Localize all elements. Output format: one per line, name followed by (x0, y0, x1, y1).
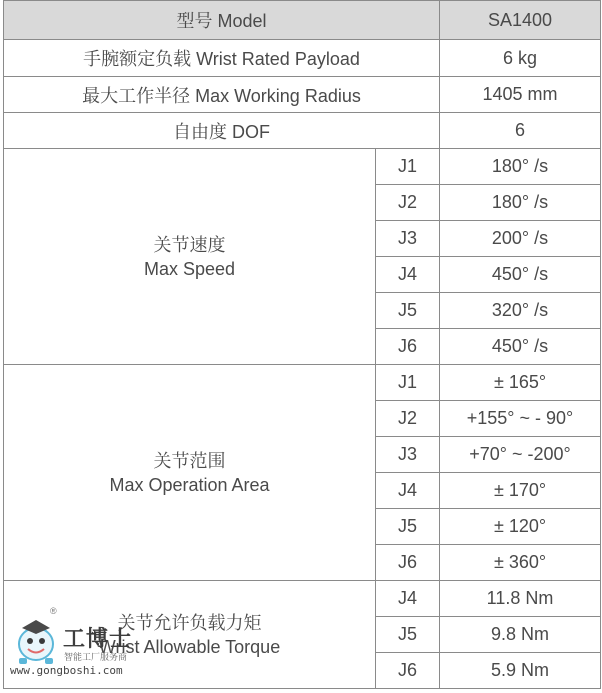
joint-value: 180° /s (440, 185, 601, 221)
table-row (4, 365, 601, 401)
speed-label-en: Max Speed (143, 258, 236, 279)
joint-name: J4 (376, 473, 440, 509)
joint-name: J5 (376, 617, 440, 653)
joint-value: 11.8 Nm (440, 581, 601, 617)
range-group-label (4, 365, 376, 581)
torque-label-cn: 关节允许负载力矩 (117, 612, 262, 633)
joint-value: ± 170° (440, 473, 601, 509)
joint-value: ± 165° (440, 365, 601, 401)
speed-label-cn: 关节速度 (153, 234, 226, 255)
joint-value: ± 120° (440, 509, 601, 545)
joint-value: +155° ~ - 90° (440, 401, 601, 437)
joint-name: J1 (376, 365, 440, 401)
joint-value: 180° /s (440, 149, 601, 185)
payload-label: 手腕额定负载 Wrist Rated Payload (4, 40, 440, 77)
joint-name: J6 (376, 545, 440, 581)
joint-name: J4 (376, 257, 440, 293)
table-header-row (4, 1, 601, 40)
spec-table (3, 0, 601, 689)
working-radius-value: 1405 mm (440, 77, 601, 113)
dof-value: 6 (440, 113, 601, 149)
watermark-tagline: 智能工厂服务商 (64, 652, 128, 662)
table-row (4, 40, 601, 77)
torque-group-label (4, 581, 376, 689)
table-row (4, 149, 601, 185)
watermark-name: 工博士 (63, 626, 133, 652)
range-label-cn: 关节范围 (153, 450, 226, 471)
joint-name: J6 (376, 653, 440, 689)
joint-name: J2 (376, 401, 440, 437)
dof-label: 自由度 DOF (4, 113, 440, 149)
joint-value: 320° /s (440, 293, 601, 329)
range-label-en: Max Operation Area (109, 474, 270, 495)
joint-value: 9.8 Nm (440, 617, 601, 653)
joint-value: ± 360° (440, 545, 601, 581)
joint-value: 450° /s (440, 329, 601, 365)
joint-value: 5.9 Nm (440, 653, 601, 689)
table-row (4, 77, 601, 113)
table-row (4, 113, 601, 149)
joint-value: 450° /s (440, 257, 601, 293)
joint-value: 200° /s (440, 221, 601, 257)
speed-group-label (4, 149, 376, 365)
joint-name: J5 (376, 509, 440, 545)
header-model-value: SA1400 (440, 1, 601, 40)
joint-value: +70° ~ -200° (440, 437, 601, 473)
joint-name: J6 (376, 329, 440, 365)
joint-name: J5 (376, 293, 440, 329)
header-model-label: 型号 Model (4, 1, 440, 40)
joint-name: J2 (376, 185, 440, 221)
payload-value: 6 kg (440, 40, 601, 77)
joint-name: J1 (376, 149, 440, 185)
torque-label-en: Wrist Allowable Torque (98, 636, 281, 657)
watermark-url: www.gongboshi.com (10, 664, 123, 677)
joint-name: J4 (376, 581, 440, 617)
joint-name: J3 (376, 221, 440, 257)
working-radius-label: 最大工作半径 Max Working Radius (4, 77, 440, 113)
table-row (4, 581, 601, 617)
joint-name: J3 (376, 437, 440, 473)
watermark-registered: ® (50, 606, 57, 616)
